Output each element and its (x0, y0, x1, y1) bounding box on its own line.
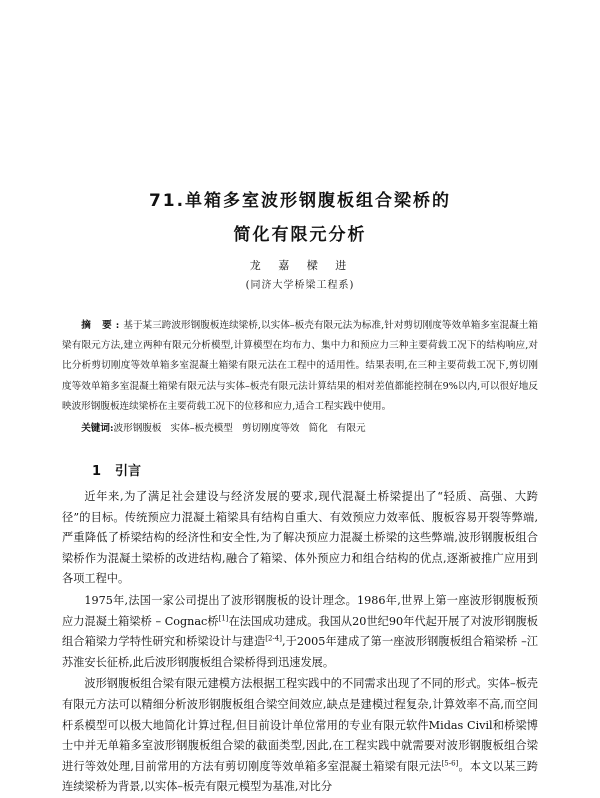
citation-5-6: [5-6] (441, 758, 459, 767)
paragraph-2-part-b: 在法国成功建成。我国从20世纪90年代起开展了对波形钢腹板组合箱梁力学特性研究和桥梁设计与建造 (62, 614, 538, 649)
abstract (62, 316, 538, 417)
paper-title-line-1: 71.单箱多室波形钢腹板组合梁桥的 (148, 191, 452, 211)
keywords (62, 419, 538, 439)
citation-2-4: [2-4] (265, 634, 282, 643)
paragraph-3-part-b: 。本文以某三跨连续梁桥为背景,以实体–板壳有限元模型为基准,对比分 (62, 759, 538, 794)
body-text (62, 487, 538, 798)
paragraph-2-part-a: 1975年,法国一家公司提出了波形钢腹板的设计理念。1986年,世界上第一座波形钢腹板预应力混凝土箱梁桥 – Cognac桥 (62, 593, 538, 628)
section-heading (92, 460, 141, 479)
keywords-text: 波形钢腹板 实体–板壳模型 剪切刚度等效 简化 有限元 (113, 423, 366, 434)
section-number: 1 (92, 464, 102, 479)
citation-1: [1] (218, 613, 229, 622)
section-title: 引言 (115, 464, 142, 479)
paper-title-line-2: 简化有限元分析 (233, 225, 367, 245)
paragraph-3 (62, 674, 538, 798)
paragraph-1: 近年来,为了满足社会建设与经济发展的要求,现代混凝土桥梁提出了“轻质、高强、大跨径”的目标。传统预应力混凝土箱梁具有结构自重大、有效预应力效率低、腹板容易开裂等弊端,严重降低了桥梁结构的经济性和安全性,为了解决预应力混凝土桥梁的这些弊端,波形钢腹板组合梁桥作为混凝土梁桥的改进结构,融合了箱梁、体外预应力和组合结构的优点,逐渐被推广应用到各项工程中。 (62, 490, 538, 586)
abstract-text: 基于某三跨波形钢腹板连续梁桥,以实体–板壳有限元法为标准,针对剪切刚度等效单箱多室混凝土箱梁有限元方法,建立两种有限元分析模型,计算模型在均布力、集中力和预应力三种主要荷载工况下的结构响应,对比分析剪切刚度等效单箱多室混凝土箱梁有限元法在工程中的适用性。结果表明,在三种主要荷载工况下,剪切刚度等效单箱多室混凝土箱梁有限元法与实体–板壳有限元法计算结果的相对差值都能控制在9%以内,可以很好地反映波形钢腹板连续梁桥在主要荷载工况下的位移和应力,适合工程实践中使用。 (62, 320, 538, 412)
authors: 龙 嘉 樑 进 (249, 259, 351, 272)
affiliation: (同济大学桥梁工程系) (245, 280, 355, 291)
paragraph-3-part-a: 波形钢腹板组合梁有限元建模方法根据工程实践中的不同需求出现了不同的形式。实体–板壳有限元方法可以精细分析波形钢腹板组合梁空间效应,缺点是建模过程复杂,计算效率不高,而空间杆系模型可以极大地简化计算过程,但目前设计单位常用的专业有限元软件Midas Civil和桥梁博士中并无单箱多室波形钢腹板组合梁的截面类型,因此,在工程实践中就需要对波形钢腹板组合梁进行等效处理,目前常用的方法有剪切刚度等效单箱多室混凝土箱梁有限元法 (62, 677, 538, 773)
keywords-label: 关键词: (81, 423, 114, 434)
paragraph-2-part-c: ,于2005年建成了第一座波形钢腹板组合箱梁桥 –江苏淮安长征桥,此后波形钢腹板组合梁桥得到迅速发展。 (62, 635, 538, 669)
paragraph-2 (62, 591, 538, 673)
abstract-label: 摘 要: (81, 320, 124, 331)
